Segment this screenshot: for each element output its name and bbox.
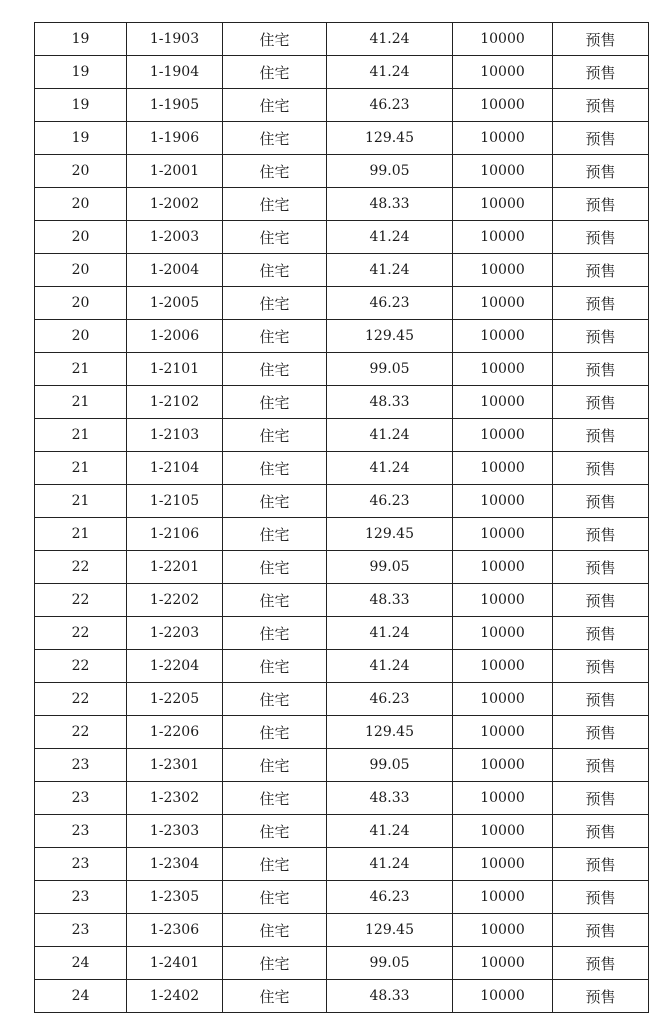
usage-cell: 住宅 [223, 386, 327, 419]
usage-cell: 住宅 [223, 485, 327, 518]
sale-status-cell: 预售 [553, 551, 649, 584]
price-cell: 10000 [453, 89, 553, 122]
table-row [35, 485, 649, 518]
floor-cell: 20 [35, 188, 127, 221]
usage-cell: 住宅 [223, 122, 327, 155]
table-row [35, 254, 649, 287]
price-cell: 10000 [453, 551, 553, 584]
sale-status-cell: 预售 [553, 386, 649, 419]
usage-cell: 住宅 [223, 749, 327, 782]
table-row [35, 881, 649, 914]
sale-status-cell: 预售 [553, 23, 649, 56]
floor-cell: 20 [35, 254, 127, 287]
usage-cell: 住宅 [223, 56, 327, 89]
area-cell: 129.45 [327, 320, 453, 353]
area-cell: 99.05 [327, 155, 453, 188]
floor-cell: 19 [35, 122, 127, 155]
usage-cell: 住宅 [223, 683, 327, 716]
area-cell: 48.33 [327, 386, 453, 419]
usage-cell: 住宅 [223, 716, 327, 749]
usage-cell: 住宅 [223, 650, 327, 683]
floor-cell: 22 [35, 551, 127, 584]
usage-cell: 住宅 [223, 23, 327, 56]
price-cell: 10000 [453, 320, 553, 353]
room-number-cell: 1-2202 [127, 584, 223, 617]
sale-status-cell: 预售 [553, 485, 649, 518]
usage-cell: 住宅 [223, 188, 327, 221]
room-number-cell: 1-2003 [127, 221, 223, 254]
floor-cell: 20 [35, 155, 127, 188]
table-row [35, 584, 649, 617]
floor-cell: 23 [35, 815, 127, 848]
unit-price-sheet [34, 22, 649, 1013]
room-number-cell: 1-2106 [127, 518, 223, 551]
room-number-cell: 1-2205 [127, 683, 223, 716]
area-cell: 41.24 [327, 617, 453, 650]
table-row [35, 287, 649, 320]
sale-status-cell: 预售 [553, 749, 649, 782]
sale-status-cell: 预售 [553, 881, 649, 914]
price-cell: 10000 [453, 683, 553, 716]
room-number-cell: 1-1905 [127, 89, 223, 122]
table-row [35, 89, 649, 122]
sale-status-cell: 预售 [553, 254, 649, 287]
room-number-cell: 1-2401 [127, 947, 223, 980]
price-cell: 10000 [453, 782, 553, 815]
area-cell: 129.45 [327, 518, 453, 551]
table-row [35, 386, 649, 419]
price-cell: 10000 [453, 914, 553, 947]
sale-status-cell: 预售 [553, 782, 649, 815]
table-row [35, 353, 649, 386]
usage-cell: 住宅 [223, 155, 327, 188]
price-cell: 10000 [453, 122, 553, 155]
room-number-cell: 1-2105 [127, 485, 223, 518]
floor-cell: 21 [35, 452, 127, 485]
area-cell: 41.24 [327, 254, 453, 287]
table-row [35, 155, 649, 188]
table-row [35, 551, 649, 584]
room-number-cell: 1-2001 [127, 155, 223, 188]
table-body [35, 23, 649, 1013]
sale-status-cell: 预售 [553, 353, 649, 386]
price-cell: 10000 [453, 650, 553, 683]
room-number-cell: 1-2204 [127, 650, 223, 683]
area-cell: 41.24 [327, 650, 453, 683]
table-row [35, 683, 649, 716]
sale-status-cell: 预售 [553, 419, 649, 452]
sale-status-cell: 预售 [553, 452, 649, 485]
price-cell: 10000 [453, 518, 553, 551]
unit-price-table [34, 22, 649, 1013]
usage-cell: 住宅 [223, 584, 327, 617]
area-cell: 48.33 [327, 188, 453, 221]
price-cell: 10000 [453, 452, 553, 485]
area-cell: 48.33 [327, 584, 453, 617]
area-cell: 41.24 [327, 815, 453, 848]
room-number-cell: 1-1904 [127, 56, 223, 89]
floor-cell: 21 [35, 419, 127, 452]
price-cell: 10000 [453, 947, 553, 980]
table-row [35, 452, 649, 485]
sale-status-cell: 预售 [553, 716, 649, 749]
sale-status-cell: 预售 [553, 155, 649, 188]
floor-cell: 20 [35, 320, 127, 353]
price-cell: 10000 [453, 254, 553, 287]
area-cell: 48.33 [327, 782, 453, 815]
area-cell: 41.24 [327, 23, 453, 56]
floor-cell: 22 [35, 683, 127, 716]
usage-cell: 住宅 [223, 89, 327, 122]
floor-cell: 19 [35, 89, 127, 122]
price-cell: 10000 [453, 419, 553, 452]
area-cell: 129.45 [327, 914, 453, 947]
price-cell: 10000 [453, 617, 553, 650]
price-cell: 10000 [453, 881, 553, 914]
sale-status-cell: 预售 [553, 617, 649, 650]
floor-cell: 24 [35, 980, 127, 1013]
room-number-cell: 1-2305 [127, 881, 223, 914]
area-cell: 129.45 [327, 122, 453, 155]
area-cell: 99.05 [327, 947, 453, 980]
area-cell: 41.24 [327, 419, 453, 452]
table-row [35, 947, 649, 980]
room-number-cell: 1-2006 [127, 320, 223, 353]
table-row [35, 650, 649, 683]
price-cell: 10000 [453, 716, 553, 749]
price-cell: 10000 [453, 485, 553, 518]
sale-status-cell: 预售 [553, 947, 649, 980]
table-row [35, 188, 649, 221]
price-cell: 10000 [453, 353, 553, 386]
room-number-cell: 1-2203 [127, 617, 223, 650]
price-cell: 10000 [453, 23, 553, 56]
room-number-cell: 1-2104 [127, 452, 223, 485]
table-row [35, 848, 649, 881]
floor-cell: 23 [35, 848, 127, 881]
room-number-cell: 1-2201 [127, 551, 223, 584]
sale-status-cell: 预售 [553, 815, 649, 848]
floor-cell: 21 [35, 485, 127, 518]
sale-status-cell: 预售 [553, 518, 649, 551]
area-cell: 46.23 [327, 485, 453, 518]
table-row [35, 56, 649, 89]
floor-cell: 21 [35, 386, 127, 419]
table-row [35, 23, 649, 56]
room-number-cell: 1-2302 [127, 782, 223, 815]
sale-status-cell: 预售 [553, 56, 649, 89]
sale-status-cell: 预售 [553, 683, 649, 716]
price-cell: 10000 [453, 848, 553, 881]
usage-cell: 住宅 [223, 287, 327, 320]
sale-status-cell: 预售 [553, 980, 649, 1013]
area-cell: 41.24 [327, 56, 453, 89]
sale-status-cell: 预售 [553, 320, 649, 353]
usage-cell: 住宅 [223, 848, 327, 881]
area-cell: 99.05 [327, 353, 453, 386]
usage-cell: 住宅 [223, 320, 327, 353]
price-cell: 10000 [453, 56, 553, 89]
price-cell: 10000 [453, 386, 553, 419]
area-cell: 99.05 [327, 551, 453, 584]
room-number-cell: 1-2002 [127, 188, 223, 221]
price-cell: 10000 [453, 815, 553, 848]
room-number-cell: 1-2306 [127, 914, 223, 947]
price-cell: 10000 [453, 980, 553, 1013]
floor-cell: 21 [35, 353, 127, 386]
sale-status-cell: 预售 [553, 188, 649, 221]
area-cell: 46.23 [327, 683, 453, 716]
sale-status-cell: 预售 [553, 650, 649, 683]
usage-cell: 住宅 [223, 551, 327, 584]
floor-cell: 20 [35, 287, 127, 320]
usage-cell: 住宅 [223, 782, 327, 815]
floor-cell: 23 [35, 749, 127, 782]
area-cell: 99.05 [327, 749, 453, 782]
floor-cell: 21 [35, 518, 127, 551]
price-cell: 10000 [453, 584, 553, 617]
price-cell: 10000 [453, 155, 553, 188]
area-cell: 46.23 [327, 89, 453, 122]
area-cell: 46.23 [327, 881, 453, 914]
room-number-cell: 1-2303 [127, 815, 223, 848]
usage-cell: 住宅 [223, 881, 327, 914]
area-cell: 41.24 [327, 452, 453, 485]
room-number-cell: 1-1903 [127, 23, 223, 56]
price-cell: 10000 [453, 221, 553, 254]
floor-cell: 19 [35, 23, 127, 56]
area-cell: 41.24 [327, 848, 453, 881]
floor-cell: 19 [35, 56, 127, 89]
room-number-cell: 1-2301 [127, 749, 223, 782]
table-row [35, 320, 649, 353]
sale-status-cell: 预售 [553, 848, 649, 881]
floor-cell: 22 [35, 716, 127, 749]
room-number-cell: 1-2101 [127, 353, 223, 386]
floor-cell: 22 [35, 584, 127, 617]
usage-cell: 住宅 [223, 419, 327, 452]
floor-cell: 22 [35, 650, 127, 683]
floor-cell: 24 [35, 947, 127, 980]
usage-cell: 住宅 [223, 980, 327, 1013]
usage-cell: 住宅 [223, 518, 327, 551]
room-number-cell: 1-2402 [127, 980, 223, 1013]
usage-cell: 住宅 [223, 617, 327, 650]
sale-status-cell: 预售 [553, 221, 649, 254]
floor-cell: 22 [35, 617, 127, 650]
sale-status-cell: 预售 [553, 584, 649, 617]
area-cell: 41.24 [327, 221, 453, 254]
area-cell: 46.23 [327, 287, 453, 320]
room-number-cell: 1-2206 [127, 716, 223, 749]
table-row [35, 419, 649, 452]
area-cell: 48.33 [327, 980, 453, 1013]
price-cell: 10000 [453, 749, 553, 782]
room-number-cell: 1-2102 [127, 386, 223, 419]
table-row [35, 617, 649, 650]
usage-cell: 住宅 [223, 914, 327, 947]
floor-cell: 23 [35, 914, 127, 947]
room-number-cell: 1-2005 [127, 287, 223, 320]
sale-status-cell: 预售 [553, 287, 649, 320]
table-row [35, 716, 649, 749]
usage-cell: 住宅 [223, 452, 327, 485]
room-number-cell: 1-1906 [127, 122, 223, 155]
room-number-cell: 1-2304 [127, 848, 223, 881]
table-row [35, 815, 649, 848]
usage-cell: 住宅 [223, 815, 327, 848]
table-row [35, 749, 649, 782]
usage-cell: 住宅 [223, 221, 327, 254]
sale-status-cell: 预售 [553, 914, 649, 947]
room-number-cell: 1-2004 [127, 254, 223, 287]
floor-cell: 23 [35, 881, 127, 914]
table-row [35, 980, 649, 1013]
sale-status-cell: 预售 [553, 122, 649, 155]
floor-cell: 20 [35, 221, 127, 254]
price-cell: 10000 [453, 188, 553, 221]
sale-status-cell: 预售 [553, 89, 649, 122]
table-row [35, 221, 649, 254]
table-row [35, 782, 649, 815]
usage-cell: 住宅 [223, 353, 327, 386]
table-row [35, 122, 649, 155]
table-row [35, 914, 649, 947]
floor-cell: 23 [35, 782, 127, 815]
table-row [35, 518, 649, 551]
price-cell: 10000 [453, 287, 553, 320]
area-cell: 129.45 [327, 716, 453, 749]
usage-cell: 住宅 [223, 947, 327, 980]
room-number-cell: 1-2103 [127, 419, 223, 452]
usage-cell: 住宅 [223, 254, 327, 287]
